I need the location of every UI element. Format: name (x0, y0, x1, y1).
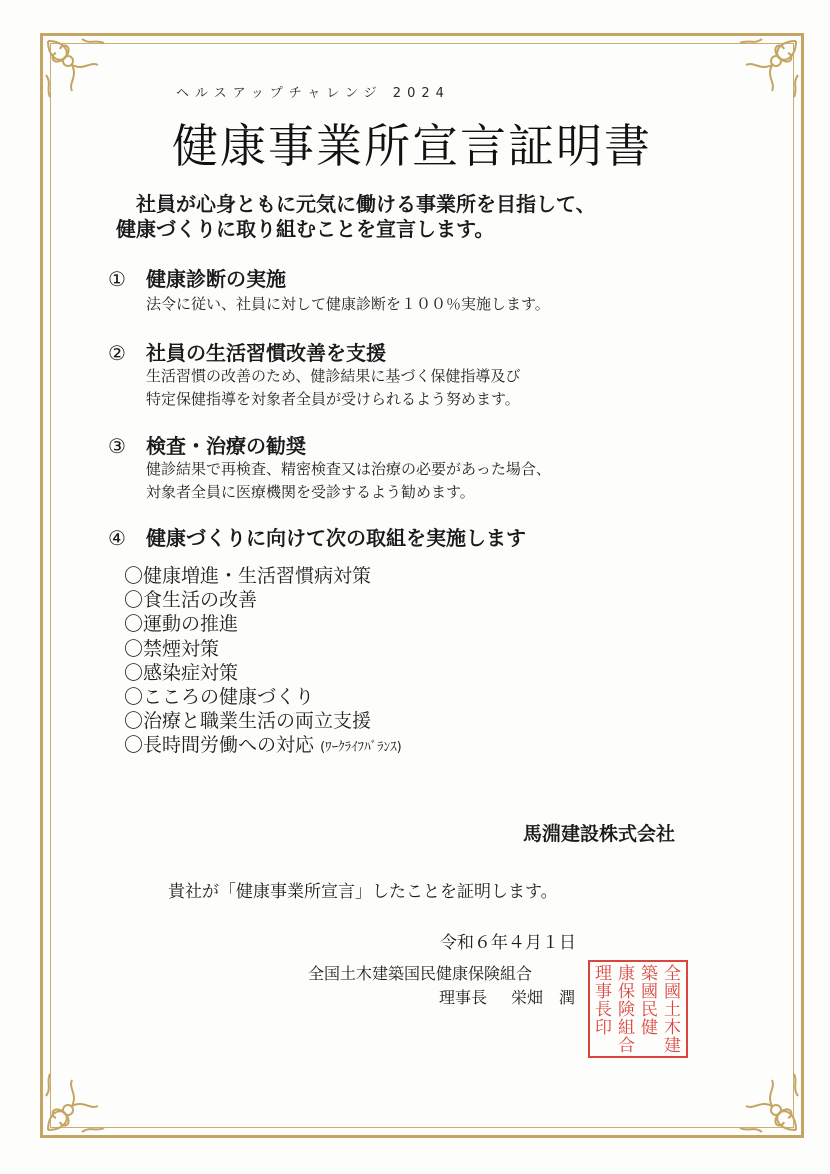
item-number-1: ① (108, 267, 126, 291)
ornament-corner-top-left (38, 31, 130, 123)
official-seal-stamp (588, 960, 688, 1058)
certification-statement: 貴社が「健康事業所宣言」したことを証明します。 (168, 882, 558, 902)
list-item: 〇禁煙対策 (124, 637, 220, 660)
item-heading-2 (108, 337, 386, 366)
item-desc-1 (146, 293, 550, 316)
seal-column: 築 國 民 健 (641, 964, 658, 1038)
item-title-4: 健康づくりに向けて次の取組を実施します (146, 526, 526, 550)
seal-column: 全 國 土 木 建 (664, 964, 681, 1056)
measures-list (124, 564, 402, 761)
item-heading-3 (108, 430, 306, 459)
item-desc-3-line-2: 対象者全員に医療機関を受診するよう勧めます。 (146, 483, 475, 501)
intro-line-1: 社員が心身ともに元気に働ける事業所を目指して、 (136, 192, 596, 216)
item-desc-2-line-1: 生活習慣の改善のため、健診結果に基づく保健指導及び (146, 367, 521, 385)
declaration-intro (116, 192, 596, 242)
list-item: 〇食生活の改善 (124, 589, 258, 612)
item-desc-2 (146, 365, 520, 411)
issuer-signatory (439, 985, 575, 1008)
seal-column: 理 事 長 印 (595, 964, 612, 1038)
issuer-name: 栄畑 潤 (511, 988, 576, 1007)
list-item-label: 〇長時間労働への対応 (124, 734, 315, 757)
list-item: 〇こころの健康づくり (124, 686, 315, 709)
item-heading-1 (108, 263, 286, 292)
list-item: 〇運動の推進 (124, 613, 239, 636)
item-desc-3 (146, 458, 551, 504)
item-heading-4 (108, 522, 526, 551)
issuer-title: 理事長 (439, 988, 488, 1007)
list-item: 〇治療と職業生活の両立支援 (124, 710, 372, 733)
ornament-corner-top-right (714, 31, 806, 123)
list-item: 〇健康増進・生活習慣病対策 (124, 565, 372, 587)
certificate-title: 健康事業所宣言証明書 (172, 119, 652, 173)
item-number-3: ③ (108, 434, 126, 458)
item-desc-2-line-2: 特定保健指導を対象者全員が受けられるよう努めます。 (146, 390, 520, 408)
item-desc-1-line-1: 法令に従い、社員に対して健康診断を１００％実施します。 (146, 295, 550, 313)
ornament-corner-bottom-left (38, 1048, 130, 1140)
item-desc-3-line-1: 健診結果で再検査、精密検査又は治療の必要があった場合、 (146, 460, 551, 478)
certificate-subtitle: ヘルスアップチャレンジ 2024 (176, 86, 450, 101)
intro-line-2: 健康づくりに取り組むことを宣言します。 (116, 217, 495, 241)
list-item (124, 733, 402, 760)
item-title-1: 健康診断の実施 (146, 267, 286, 291)
company-name: 馬淵建設株式会社 (523, 823, 676, 845)
item-number-4: ④ (108, 526, 126, 550)
list-item: 〇感染症対策 (124, 661, 239, 684)
item-title-2: 社員の生活習慣改善を支援 (146, 341, 386, 365)
seal-column: 康 保 険 組 合 (618, 964, 635, 1056)
ornament-corner-bottom-right (714, 1048, 806, 1140)
list-item-note: (ﾜｰｸﾗｲﾌﾊﾞﾗﾝｽ) (320, 740, 402, 756)
item-title-3: 検査・治療の勧奨 (146, 434, 306, 458)
item-number-2: ② (108, 341, 126, 365)
issuer-organization: 全国土木建築国民健康保険組合 (308, 964, 533, 983)
issue-date: 令和６年４月１日 (440, 933, 576, 953)
